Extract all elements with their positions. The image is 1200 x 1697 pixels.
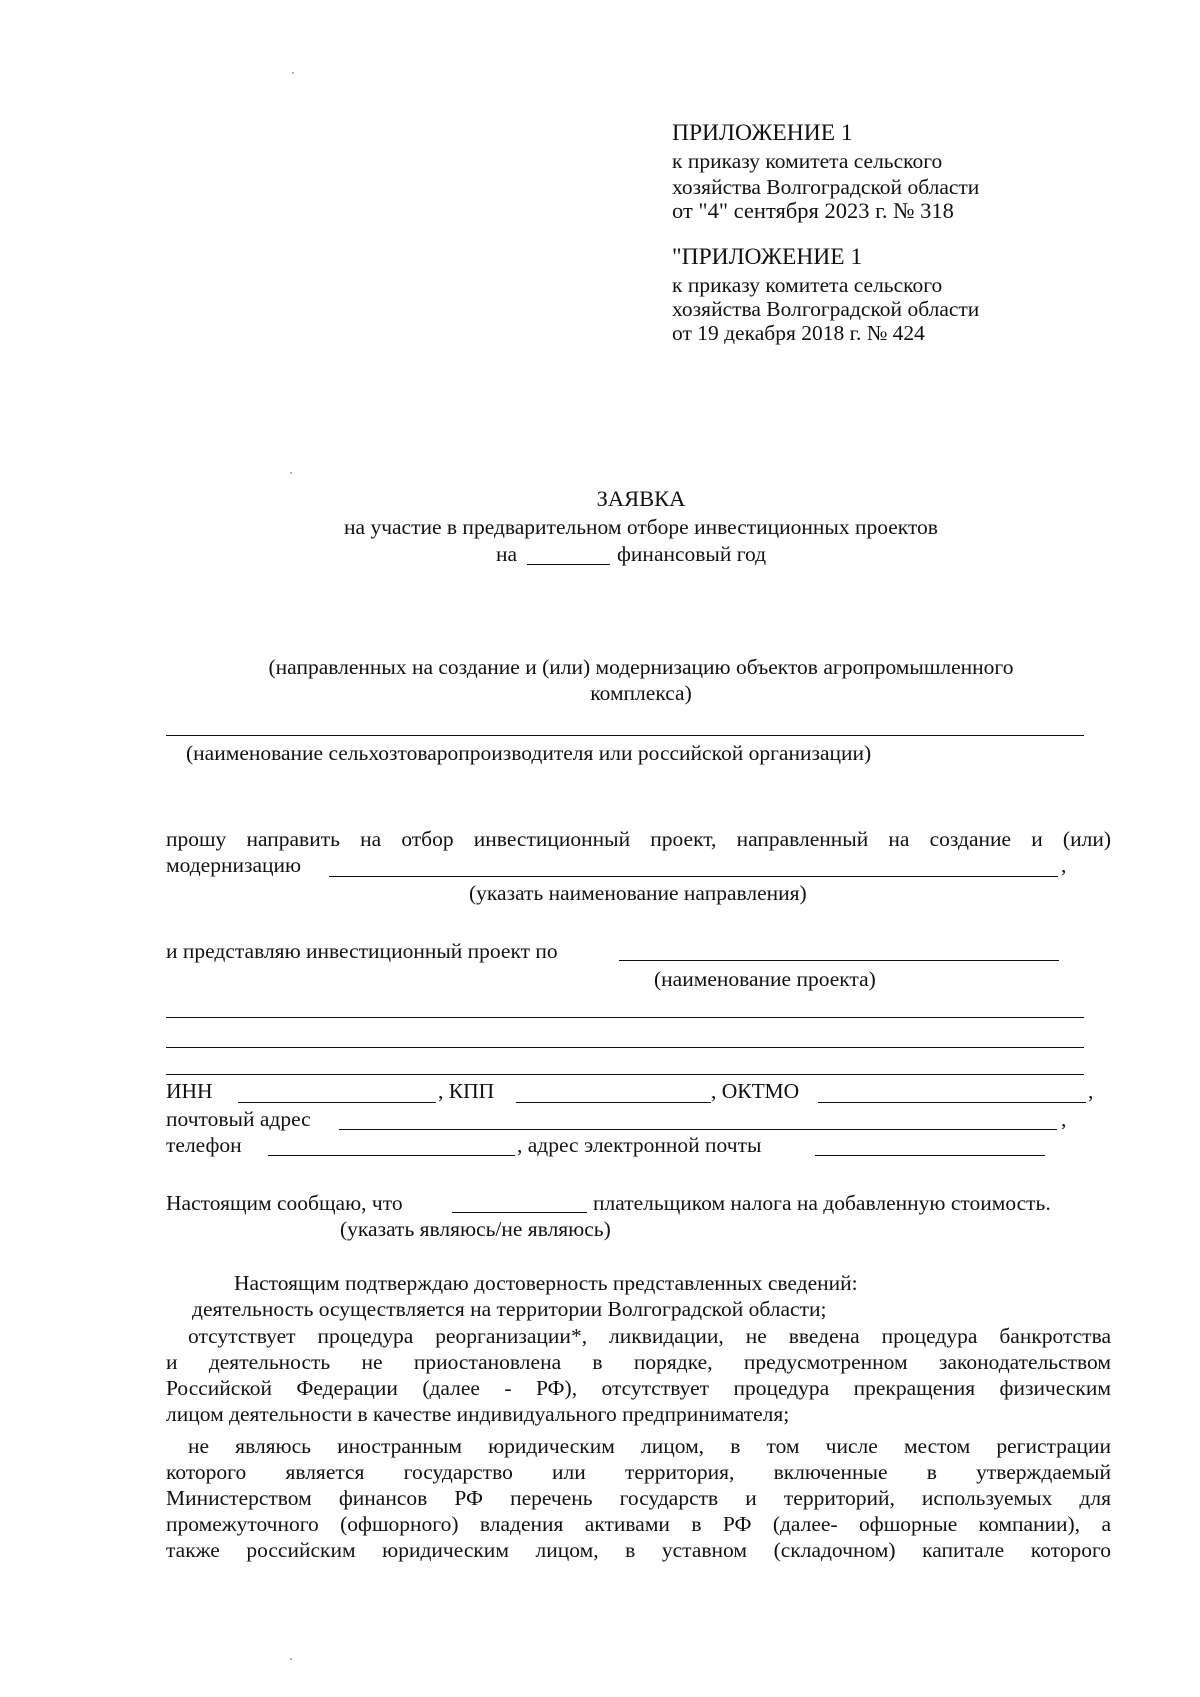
fiscal-year-prefix: на <box>496 542 518 566</box>
document-subtitle: на участие в предварительном отборе инвестиционных проектов <box>344 515 938 539</box>
scan-speck <box>290 472 292 474</box>
document-title: ЗАЯВКА <box>596 486 686 511</box>
project-purpose-line: комплекса) <box>590 681 692 705</box>
punctuation: , <box>1061 1107 1067 1131</box>
email-label: , адрес электронной почты <box>517 1133 762 1157</box>
postal-address-blank <box>339 1129 1057 1130</box>
confirm-item-line: и деятельность не приостановлена в порядке, предусмотренном законодательством <box>166 1350 1111 1374</box>
fiscal-year-blank <box>527 564 610 565</box>
scan-speck <box>292 72 294 74</box>
request-line: прошу направить на отбор инвестиционный проект, направленный на создание и (или) <box>166 827 1111 851</box>
vat-text: плательщиком налога на добавленную стоимость. <box>593 1191 1051 1215</box>
confirm-item-line: также российским юридическим лицом, в уставном (складочном) капитале которого <box>166 1538 1111 1562</box>
confirm-item-line: лицом деятельности в качестве индивидуального предпринимателя; <box>166 1402 790 1426</box>
oktmo-label: , ОКТМО <box>711 1079 800 1103</box>
vat-label: Настоящим сообщаю, что <box>166 1191 403 1215</box>
appendix-old-line: к приказу комитета сельского <box>672 273 943 297</box>
confirm-item-line: Министерством финансов РФ перечень государств и территорий, используемых для <box>166 1486 1111 1510</box>
punctuation: , <box>1088 1079 1094 1103</box>
appendix-order-date: от "4" сентября 2023 г. № 318 <box>672 198 954 223</box>
confirm-intro: Настоящим подтверждаю достоверность представленных сведений: <box>234 1271 858 1295</box>
blank-line <box>166 1047 1084 1048</box>
request-modernization-label: модернизацию <box>166 853 302 877</box>
appendix-old-title: "ПРИЛОЖЕНИЕ 1 <box>672 244 863 270</box>
direction-caption: (указать наименование направления) <box>469 881 807 905</box>
confirm-item-line: отсутствует процедура реорганизации*, ликвидации, не введена процедура банкротства <box>188 1324 1111 1348</box>
kpp-label: , КПП <box>438 1079 495 1103</box>
project-name-caption: (наименование проекта) <box>654 967 876 991</box>
oktmo-blank <box>818 1102 1086 1103</box>
scan-speck <box>290 1658 292 1660</box>
email-blank <box>815 1155 1045 1156</box>
confirm-item: деятельность осуществляется на территории Волгоградской области; <box>192 1297 827 1321</box>
applicant-name-caption: (наименование сельхозтоваропроизводителя или российской организации) <box>186 741 872 765</box>
appendix-title: ПРИЛОЖЕНИЕ 1 <box>672 120 853 146</box>
appendix-line: к приказу комитета сельского <box>672 149 943 173</box>
vat-caption: (указать являюсь/не являюсь) <box>340 1217 611 1241</box>
project-purpose-line: (направленных на создание и (или) модернизацию объектов агропромышленного <box>268 655 1014 679</box>
vat-status-blank <box>452 1212 587 1213</box>
blank-line <box>166 1017 1084 1018</box>
applicant-name-blank <box>166 735 1084 736</box>
project-name-blank <box>619 960 1059 961</box>
phone-label: телефон <box>166 1133 242 1157</box>
confirm-item-line: не являюсь иностранным юридическим лицом, в том числе местом регистрации <box>188 1434 1111 1458</box>
phone-blank <box>268 1155 515 1156</box>
fiscal-year-suffix: финансовый год <box>617 542 767 566</box>
confirm-item-line: Российской Федерации (далее - РФ), отсутствует процедура прекращения физическим <box>166 1376 1111 1400</box>
direction-blank <box>329 876 1058 877</box>
inn-label: ИНН <box>166 1079 213 1103</box>
confirm-item-line: промежуточного (офшорного) владения активами в РФ (далее- офшорные компании), а <box>166 1512 1111 1536</box>
inn-blank <box>238 1102 436 1103</box>
kpp-blank <box>516 1102 711 1103</box>
confirm-item-line: которого является государство или территория, включенные в утверждаемый <box>166 1460 1111 1484</box>
blank-line <box>166 1074 1084 1075</box>
appendix-old-order-date: от 19 декабря 2018 г. № 424 <box>672 321 925 345</box>
appendix-old-line: хозяйства Волгоградской области <box>672 297 980 321</box>
project-label: и представляю инвестиционный проект по <box>166 939 558 963</box>
punctuation: , <box>1061 853 1067 877</box>
appendix-line: хозяйства Волгоградской области <box>672 175 980 199</box>
postal-address-label: почтовый адрес <box>166 1107 311 1131</box>
